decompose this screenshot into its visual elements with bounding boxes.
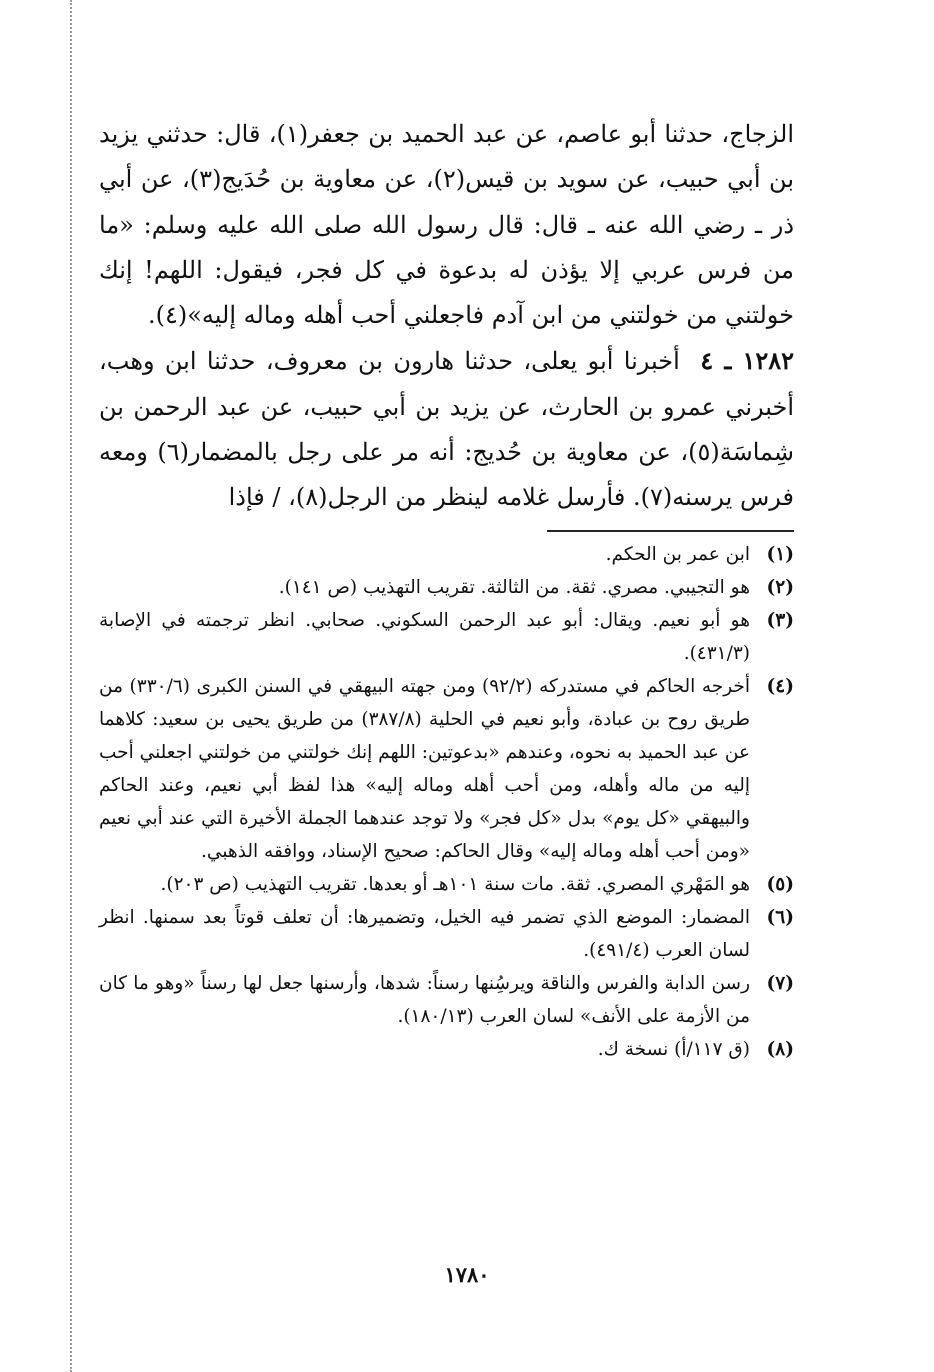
footnote-text: ابن عمر بن الحكم. [605,544,750,565]
footnote-number: (٥) [766,874,794,895]
footnote-number: (٣) [766,610,794,631]
footnote-divider [547,530,794,532]
footnote-7 [99,967,794,1033]
footnote-text: أخرجه الحاكم في مستدركه (٩٢/٢) ومن جهته البيهقي في السنن الكبرى (٣٣٠/٦) من طريق روح بن عبادة، وأبو نعيم في الحلية (٣٨٧/٨) من طريق يحيى بن سعيد: كلاهما عن عبد الحميد به نحوه، وعندهم «بدعوتين: اللهم إنك خولتني من خولتني اجعلني أحب إليه من ماله وأهله، ومن أحب أهله وماله إليه» هذا لفظ أبي نعيم، وعند الحاكم والبيهقي «كل يوم» بدل «كل فجر» ولا توجد عندهما الجملة الأخيرة التي عند أبي نعيم «ومن أحب أهله وماله إليه» وقال الحاكم: صحيح الإسناد، ووافقه الذهبي. [99,676,751,862]
footnote-number: (٢) [766,577,794,598]
footnote-number: (٤) [766,676,794,697]
binding-edge-dotted-line [70,0,72,1372]
main-text [99,112,794,521]
footnote-number: (١) [766,544,794,565]
footnote-2 [99,571,794,604]
page-number: ١٧٨٠ [444,1262,490,1287]
hadith-paragraph [99,338,794,520]
footnote-4 [99,670,794,868]
footnote-5 [99,868,794,901]
hadith-text: أخبرنا أبو يعلى، حدثنا هارون بن معروف، حدثنا ابن وهب، أخبرني عمرو بن الحارث، عن يزيد بن أبي حبيب، عن عبد الرحمن بن شِماسَة(٥)، عن معاوية بن حُديج: أنه مر على رجل بالمضمار(٦) ومعه فرس يرسنه(٧). فأرسل غلامه لينظر من الرجل(٨)، / فإذا [99,347,794,512]
footnote-3 [99,604,794,670]
footnote-text: المضمار: الموضع الذي تضمر فيه الخيل، وتضميرها: أن تعلف قوتاً بعد سمنها. انظر لسان العرب (٤٩١/٤). [99,907,750,961]
footnotes [99,538,794,1066]
footnote-number: (٨) [766,1039,794,1060]
footnote-1 [99,538,794,571]
footnote-8 [99,1033,794,1066]
hadith-number: ١٢٨٢ ـ ٤ [700,346,794,376]
footnote-text: (ق ١١٧/أ) نسخة ك. [597,1039,750,1060]
footnote-number: (٧) [766,973,794,994]
footnote-text: هو المَهْري المصري. ثقة. مات سنة ١٠١هـ أو بعدها. تقريب التهذيب (ص ٢٠٣). [160,874,750,895]
footnote-number: (٦) [766,907,794,928]
footnote-6 [99,901,794,967]
footnote-text: هو أبو نعيم. ويقال: أبو عبد الرحمن السكوني. صحابي. انظر ترجمته في الإصابة (٤٣١/٣). [99,610,750,664]
footnote-text: رسن الدابة والفرس والناقة ويرسُِنها رسناً: شدها، وأرسنها جعل لها رسناً «وهو ما كان من الأزمة على الأنف» لسان العرب (١٨٠/١٣). [99,973,750,1027]
footnote-text: هو التجيبي. مصري. ثقة. من الثالثة. تقريب التهذيب (ص ١٤١). [278,577,750,598]
main-paragraph-1: الزجاج، حدثنا أبو عاصم، عن عبد الحميد بن جعفر(١)، قال: حدثني يزيد بن أبي حبيب، عن سويد بن قيس(٢)، عن معاوية بن حُدَيج(٣)، عن أبي ذر ـ رضي الله عنه ـ قال: قال رسول الله صلى الله عليه وسلم: «ما من فرس عربي إلا يؤذن له بدعوة في كل فجر، فيقول: اللهم! إنك خولتني من خولتني من ابن آدم فاجعلني أحب أهله وماله إليه»(٤). [99,120,794,330]
